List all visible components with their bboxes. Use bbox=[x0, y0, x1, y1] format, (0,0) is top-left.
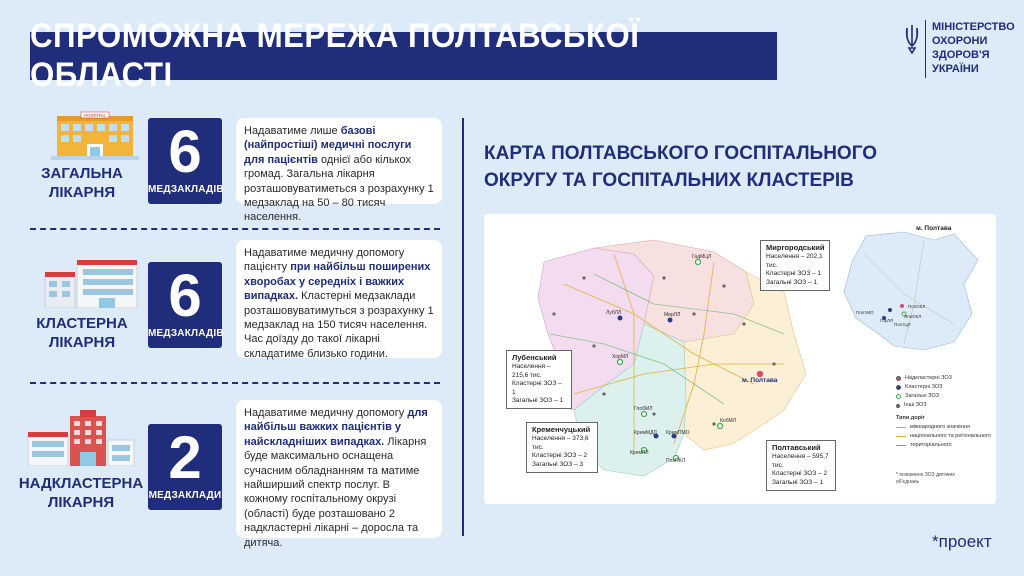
svg-text:ГлобМЛ: ГлобМЛ bbox=[634, 406, 653, 412]
divider-2 bbox=[30, 382, 440, 384]
unit-general: МЕДЗАКЛАДІВ bbox=[148, 184, 224, 195]
svg-text:ХорМЛ: ХорМЛ bbox=[612, 354, 629, 360]
count-supercluster: 2 bbox=[168, 424, 202, 491]
ministry-logo bbox=[904, 20, 1015, 78]
count-box-supercluster bbox=[148, 424, 222, 510]
desc-cluster: Надаватиме медичну допомогу пацієнту при найбільш поширених хворобах у середніх і важких випадках. Кластерні медзаклади розташовуватимуться з розрахунку 1 медзаклад на 150 тисяч населення. Час доїзду до такої лікарні складатиме близько години. bbox=[236, 240, 442, 358]
callout-lubenskyi: Лубенський Населення – 215,6 тис. Кластерні ЗОЗ – 1 Загальні ЗОЗ – 1 bbox=[506, 350, 572, 409]
svg-text:м. Полтава: м. Полтава bbox=[742, 377, 778, 384]
draft-note: *проект bbox=[932, 532, 992, 551]
vertical-divider bbox=[462, 118, 464, 536]
count-box-general bbox=[148, 118, 222, 204]
count-cluster: 6 bbox=[168, 262, 202, 329]
tier-label-supercluster: НАДКЛАСТЕРНА ЛІКАРНЯ bbox=[18, 475, 144, 511]
map-legend: Надкластерні ЗОЗ Кластерні ЗОЗ Загальні ЗОЗ Інші ЗОЗ Типи доріг міжнародного значення національного та регіонального територіального bbox=[896, 375, 991, 448]
svg-text:КремПМО: КремПМО bbox=[666, 430, 690, 436]
inset-map bbox=[844, 232, 978, 350]
callout-myrhorodskyi: Миргородський Населення – 202,1 тис. Кластерні ЗОЗ – 1 Загальні ЗОЗ – 1 bbox=[760, 240, 830, 291]
svg-text:ПолОКЛ: ПолОКЛ bbox=[908, 304, 926, 309]
svg-text:ГорЛЛ: ГорЛЛ bbox=[880, 318, 894, 323]
svg-text:м. Полтава: м. Полтава bbox=[916, 225, 952, 232]
unit-cluster: МЕДЗАКЛАДІВ bbox=[148, 328, 224, 339]
svg-text:КремЛЛ: КремЛЛ bbox=[630, 450, 649, 456]
map-title: КАРТА ПОЛТАВСЬКОГО ГОСПІТАЛЬНОГО ОКРУГУ ТА ГОСПІТАЛЬНИХ КЛАСТЕРІВ bbox=[484, 143, 878, 191]
svg-text:HOSPITAL: HOSPITAL bbox=[84, 113, 106, 118]
supercluster-hospital-icon bbox=[26, 410, 136, 466]
desc-general: Надаватиме лише базові (найпростіші) медичні послуги для пацієнтів однієї або кількох громад. Загальна лікарня розташовуватиметься з розрахунку 1 медзаклад на 50 – 80 тисяч населення. bbox=[236, 118, 442, 204]
map-note: * позначено ЗОЗ дитячих обʼєднань bbox=[896, 472, 955, 485]
tier-label-cluster: КЛАСТЕРНА ЛІКАРНЯ bbox=[36, 315, 128, 351]
count-general: 6 bbox=[168, 118, 202, 185]
divider-1 bbox=[30, 228, 440, 230]
callout-poltavskyi: Полтавський Населення – 595,7 тис. Кластерні ЗОЗ – 2 Загальні ЗОЗ – 1 bbox=[766, 440, 836, 491]
svg-text:ЯпнОКЛ: ЯпнОКЛ bbox=[904, 314, 922, 319]
svg-text:КобМЛ: КобМЛ bbox=[720, 418, 737, 424]
count-box-cluster bbox=[148, 262, 222, 348]
svg-text:ЛубЛЛ: ЛубЛЛ bbox=[606, 310, 622, 316]
svg-text:ГадМЦЛ: ГадМЦЛ bbox=[692, 254, 712, 260]
svg-text:ПолтЦЛ: ПолтЦЛ bbox=[894, 322, 911, 327]
svg-text:КремМДЛ: КремМДЛ bbox=[634, 430, 657, 436]
desc-supercluster: Надаватиме медичну допомогу для найбільш важких пацієнтів у найскладніших випадках. Лікарня буде максимально оснащена сучасним обладнанням та матиме найширший спектр послуг. В кожному госпітальному окрузі (області) буде розташовано 2 надкластерні лікарні – доросла та дитяча. bbox=[236, 400, 442, 538]
ministry-text: МІНІСТЕРСТВО ОХОРОНИ ЗДОРОВ'Я УКРАЇНИ bbox=[932, 21, 1015, 75]
tier-label-general: ЗАГАЛЬНА ЛІКАРНЯ bbox=[41, 165, 123, 201]
svg-text:МирЛЛ: МирЛЛ bbox=[664, 312, 681, 318]
ministry-divider bbox=[925, 20, 926, 78]
map-panel bbox=[484, 214, 996, 504]
callout-kremenchutskyi: Кременчуцький Населення – 373,6 тис. Кластерні ЗОЗ – 2 Загальні ЗОЗ – 3 bbox=[526, 422, 598, 473]
unit-supercluster: МЕДЗАКЛАДИ bbox=[148, 490, 222, 501]
svg-text:ПолПКЛ: ПолПКЛ bbox=[666, 458, 685, 464]
trident-icon bbox=[904, 24, 920, 54]
svg-text:ПолтМО: ПолтМО bbox=[856, 310, 874, 315]
cluster-hospital-icon bbox=[38, 258, 148, 308]
page-title: СПРОМОЖНА МЕРЕЖА ПОЛТАВСЬКОЇ ОБЛАСТІ bbox=[30, 32, 777, 80]
general-hospital-icon bbox=[40, 110, 150, 160]
